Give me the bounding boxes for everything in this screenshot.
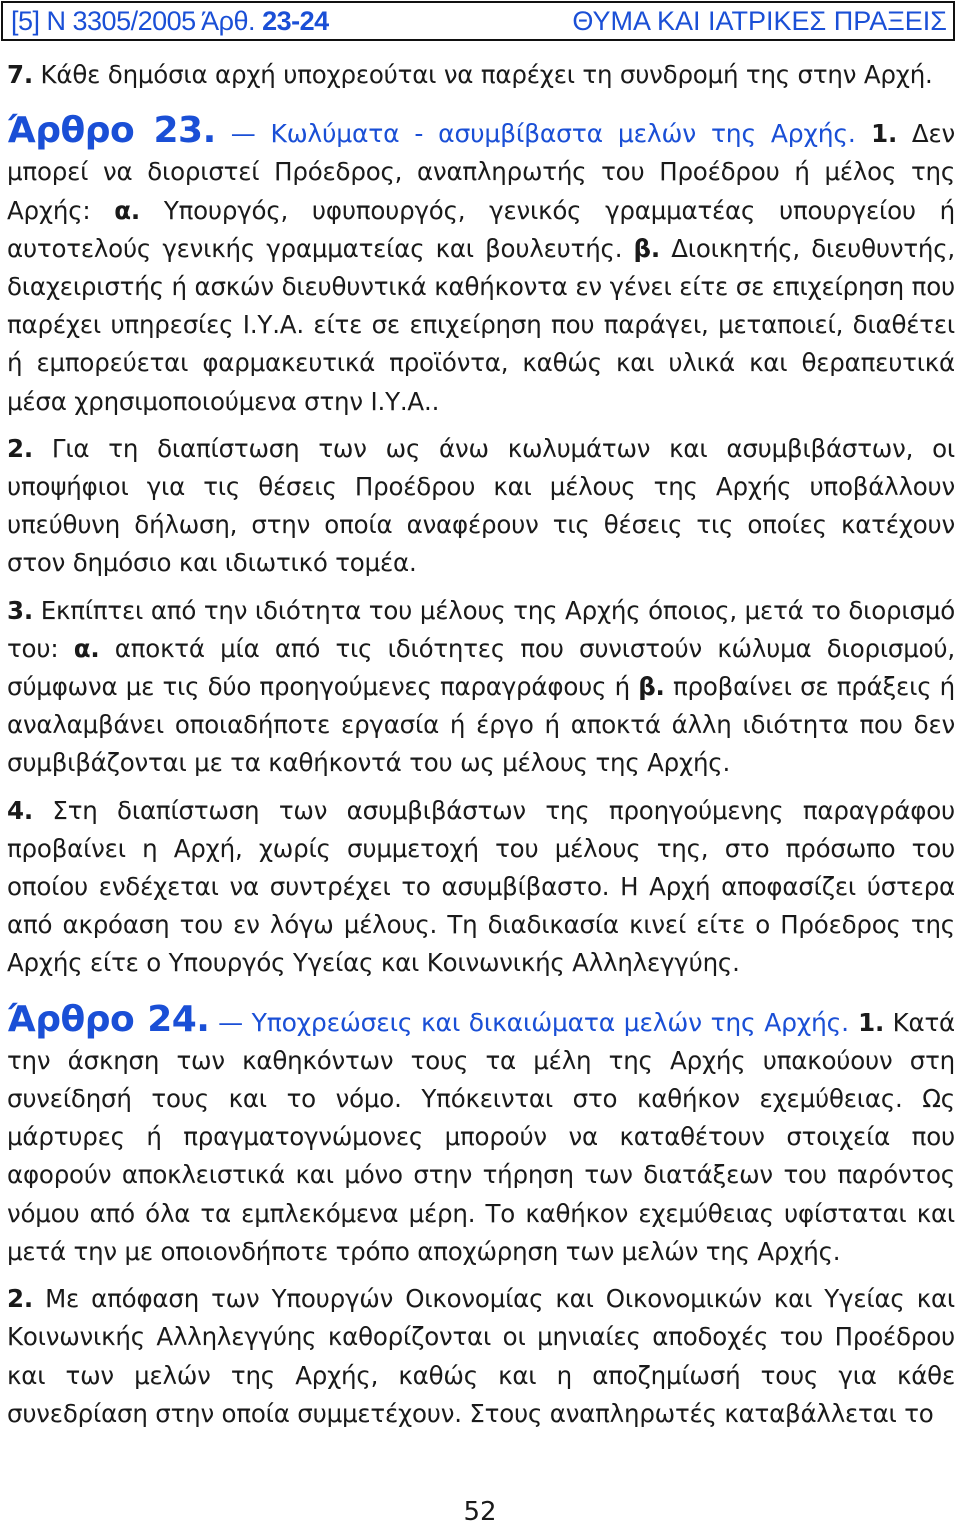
article-24-heading: Άρθρο 24.: [7, 998, 210, 1040]
paragraph-number: 1.: [855, 119, 898, 149]
header-reference: [11, 6, 329, 37]
article-23-paragraph-4: [7, 792, 955, 983]
article-24-paragraph-2: [7, 1280, 955, 1433]
paragraph-text: Κατά την άσκηση των καθηκόντων τους τα μέλη της Αρχής υπακούουν στη συνείδησή τους και το νόμο. Υπόκεινται στο καθήκον εχεμύθειας. Ως μάρτυρες ή πραγματογνώμονες μπορούν να καταθέτουν στοιχεία που αφορούν αποκλειστικά και μόνο στην τήρηση των διατάξεων του παρόντος νόμου από όλα τα εμπλεκόμενα μέρη. Το καθήκον εχεμύθειας υφίσταται και μετά την με οποιονδήποτε τρόπο αποχώρηση των μελών της Αρχής.: [7, 1007, 955, 1266]
paragraph-text: Δεν μπορεί να διοριστεί Πρόεδρος, αναπληρωτής του Προέδρου ή μέλος της Αρχής:: [7, 119, 955, 225]
article-dash: —: [209, 1007, 252, 1037]
item-letter: β.: [633, 233, 660, 263]
paragraph-text: Εκπίπτει από την ιδιότητα του μέλους της Αρχής όποιος, μετά το διορισμό του:: [7, 595, 955, 663]
paragraph-number: 2.: [7, 1284, 33, 1314]
item-text: Υπουργός, υφυπουργός, γενικός γραμματέας υπουργείου ή αυτοτελούς γενικής γραμματείας και βουλευτής.: [7, 195, 955, 263]
paragraph-text: Με απόφαση των Υπουργών Οικονομίας και Οικονομικών και Υγείας και Κοινωνικής Αλληλεγγύης καθορίζονται οι μηνιαίες αποδοχές του Προέδρου και των μελών της Αρχής, καθώς και η αποζημίωσή τους για κάθε συνεδρίαση στην οποία συμμετέχουν. Στους αναπληρωτές καταβάλλεται το: [7, 1284, 955, 1428]
item-letter: α.: [114, 195, 140, 225]
paragraph-text: Για τη διαπίστωση των ως άνω κωλυμάτων και ασυμβιβάστων, οι υποψήφιοι για τις θέσεις Προέδρου και μέλους της Αρχής υποβάλλουν υπεύθυνη δήλωση, στην οποία αναφέρουν τις θέσεις τις οποίες κατέχουν στον δημόσιο και ιδιωτικό τομέα.: [7, 433, 955, 578]
item-letter: β.: [638, 672, 665, 702]
paragraph-text: Κάθε δημόσια αρχή υποχρεούται να παρέχει τη συνδρομή της στην Αρχή.: [32, 60, 933, 89]
article-23-paragraph-3: [7, 592, 955, 783]
paragraph-number: 1.: [848, 1007, 885, 1037]
article-24-paragraph-1: [7, 998, 955, 1271]
item-text: αποκτά μία από τις ιδιότητες που συνιστούν κώλυμα διορισμού, σύμφωνα με τις δύο προηγούμενες παραγράφους ή: [7, 633, 955, 702]
article-23-paragraph-2: [7, 430, 955, 583]
header-articles: 23-24: [262, 5, 329, 36]
header-section-title: ΘΥΜΑ ΚΑΙ ΙΑΤΡΙΚΕΣ ΠΡΑΞΕΙΣ: [572, 5, 947, 36]
item-text: προβαίνει σε πράξεις ή αναλαμβάνει οποιαδήποτε εργασία ή έργο ή αποκτά άλλη ιδιότητα που δεν συμβιβάζονται με τα καθήκοντά του ως μέλους της Αρχής.: [7, 672, 956, 778]
paragraph-7: [7, 56, 955, 94]
paragraph-number: 4.: [7, 795, 33, 825]
paragraph-number: 3.: [7, 595, 33, 625]
running-header: [1, 1, 955, 41]
article-23-title: Κωλύματα - ασυμβίβαστα μελών της Αρχής.: [270, 119, 856, 149]
article-dash: —: [215, 119, 271, 149]
page-number: 52: [463, 1497, 497, 1527]
paragraph-number: 2.: [7, 433, 33, 463]
article-23-heading: Άρθρο 23.: [7, 110, 216, 152]
paragraph-text: Στη διαπίστωση των ασυμβιβάστων της προηγούμενης παραγράφου προβαίνει η Αρχή, χωρίς συμμετοχή του μέλους της, στο πρόσωπο του οποίου ενδέχεται να συντρέχει το ασυμβίβαστο. Η Αρχή αποφασίζει ύστερα από ακρόαση του εν λόγω μέλους. Τη διαδικασία κινεί είτε ο Πρόεδρος της Αρχής είτε ο Υπουργός Υγείας και Κοινωνικής Αλληλεγγύης.: [7, 795, 955, 978]
document-body: [7, 56, 955, 1442]
article-24-title: Υποχρεώσεις και δικαιώματα μελών της Αρχής.: [251, 1007, 849, 1037]
header-ref-text: [5] Ν 3305/2005 Άρθ.: [11, 5, 256, 36]
paragraph-number: 7.: [7, 60, 33, 89]
item-text: Διοικητής, διευθυντής, διαχειριστής ή ασκών διευθυντικά καθήκοντα εν γένει είτε σε επιχείρηση που παρέχει υπηρεσίες Ι.Υ.Α. είτε σε επιχείρηση που παράγει, μεταποιεί, διαθέτει ή εμπορεύεται φαρμακευτικά προϊόντα, καθώς και υλικά και θεραπευτικά μέσα χρησιμοποιούμενα στην Ι.Υ.Α..: [7, 233, 955, 416]
item-letter: α.: [73, 633, 100, 663]
article-23-paragraph-1: [7, 112, 955, 421]
